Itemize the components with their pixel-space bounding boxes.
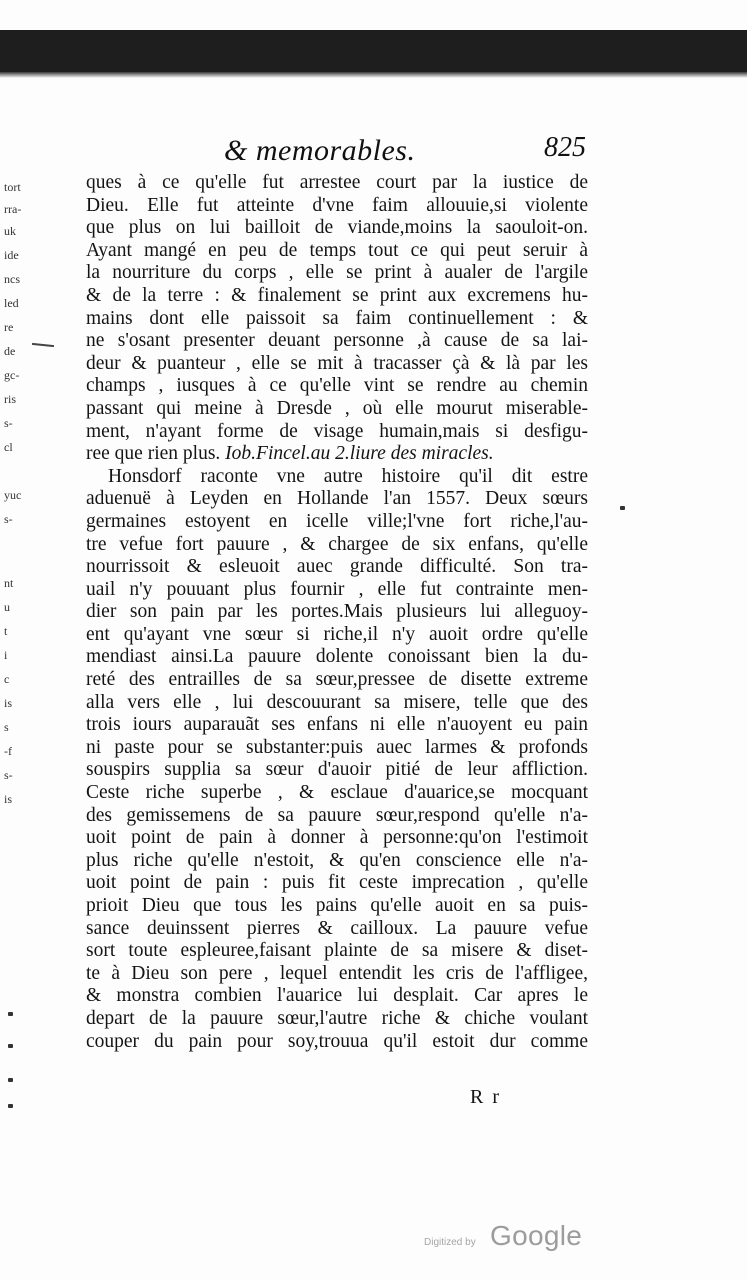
margin-note: s- — [4, 416, 13, 430]
text-line: la nourriture du corps , elle se print à aualer de l'argile — [86, 262, 588, 284]
margin-speck — [8, 1104, 13, 1108]
text-line-with-citation — [86, 443, 588, 466]
watermark-logo: Google — [490, 1220, 583, 1251]
text-line: sort toute espleuree,faisant plainte de sa misere & diset- — [86, 940, 588, 962]
margin-note: de — [4, 344, 16, 358]
scan-edge-shadow — [0, 30, 747, 74]
margin-note: yuc — [4, 488, 22, 502]
margin-note: t — [4, 624, 8, 638]
text-line: que plus on lui bailloit de viande,moins la saouloit-on. — [86, 217, 588, 239]
margin-note: u — [4, 600, 10, 614]
text-line: ent qu'ayant vne sœur si riche,il n'y auoit ordre qu'elle — [86, 623, 588, 645]
text-line: passant qui meine à Dresde , où elle mourut miserable- — [86, 397, 588, 419]
signature-mark: R r — [470, 1086, 501, 1108]
text-line: prioit Dieu que tous les pains qu'elle auoit en sa puis- — [86, 895, 588, 916]
margin-note: re — [4, 320, 14, 334]
margin-note: c — [4, 672, 10, 686]
left-margin-bleed-through — [0, 178, 30, 1118]
page-number: 825 — [544, 132, 586, 163]
text-line: ment, n'ayant forme de visage humain,mais si desfigu- — [86, 420, 588, 442]
margin-note: s- — [4, 768, 13, 782]
text-line: & de la terre : & finalement se print aux excremens hu- — [86, 284, 588, 306]
text-line: uoit point de pain : puis fit ceste imprecation , qu'elle — [86, 872, 588, 894]
margin-speck — [620, 506, 625, 510]
text-line: & monstra combien l'auarice lui desplait. Car apres le — [86, 985, 588, 1007]
text-line: ne s'osant presenter deuant personne ,à cause de sa lai- — [86, 330, 588, 352]
text-line: couper du pain pour soy,trouua qu'il estoit dur comme — [86, 1030, 588, 1052]
margin-speck — [8, 1012, 13, 1016]
digitized-watermark — [410, 1220, 610, 1260]
text-line: plus riche qu'elle n'estoit, & qu'en conscience elle n'a- — [86, 849, 588, 871]
margin-note: ide — [4, 248, 19, 262]
text-line: uoit point de pain à donner à personne:qu'on l'estimoit — [86, 827, 588, 849]
margin-note: cl — [4, 440, 13, 454]
text-line: champs , iusques à ce qu'elle vint se rendre au chemin — [86, 375, 588, 397]
text-line: reté des entrailles de sa sœur,pressee de disette extreme — [86, 669, 588, 691]
text-line: deur & puanteur , elle se mit à tracasser çà & là par les — [86, 352, 588, 374]
text-line: tre vefue fort pauure , & chargee de six enfans, qu'elle — [86, 533, 588, 555]
text-line: nourrissoit & esleuoit auec grande difficulté. Son tra- — [86, 556, 588, 578]
citation: Iob.Fincel.au 2.liure des miracles. — [225, 443, 494, 465]
text-line: dier son pain par les portes.Mais plusieurs lui alleguoy- — [86, 601, 588, 623]
text-line: trois iours auparauãt ses enfans ni elle n'auoyent eu pain — [86, 714, 588, 736]
margin-note: ncs — [4, 272, 20, 286]
running-head: & memorables. — [224, 134, 416, 167]
text-line: alla vers elle , lui descouurant sa misere, telle que des — [86, 691, 588, 713]
margin-note: tort — [4, 180, 21, 194]
margin-note: -f — [4, 744, 12, 758]
margin-note: s- — [4, 512, 13, 526]
text-fragment: ree que rien plus. — [86, 443, 221, 465]
text-line: souspirs supplia sa sœur d'auoir pitié de leur affliction. — [86, 759, 588, 781]
margin-note: rra- — [4, 202, 22, 216]
margin-note: gc- — [4, 368, 20, 382]
text-line: Honsdorf raconte vne autre histoire qu'il dit estre — [108, 465, 588, 487]
body-text — [86, 172, 588, 1053]
margin-note: is — [4, 792, 13, 806]
text-line: Ceste riche superbe , & esclaue d'auarice,se mocquant — [86, 782, 588, 804]
margin-note: ris — [4, 392, 16, 406]
text-line: sance deuinssent pierres & cailloux. La pauure vefue — [86, 917, 588, 939]
margin-note: led — [4, 296, 19, 310]
margin-speck — [8, 1078, 13, 1082]
text-line: ques à ce qu'elle fut arrestee court par la iustice de — [86, 172, 588, 193]
text-line: Ayant mangé en peu de temps tout ce qui peut seruir à — [86, 239, 588, 261]
margin-note: uk — [4, 224, 16, 238]
margin-note: nt — [4, 576, 14, 590]
text-line: germaines estoyent en icelle ville;l'vne fort riche,l'au- — [86, 510, 588, 532]
margin-note: is — [4, 696, 13, 710]
watermark-prefix: Digitized by — [424, 1237, 476, 1248]
text-line: des gemissemens de sa pauure sœur,respond qu'elle n'a- — [86, 804, 588, 826]
text-line: aduenuë à Leyden en Hollande l'an 1557. Deux sœurs — [86, 488, 588, 510]
margin-mark — [32, 343, 54, 347]
text-line: Dieu. Elle fut atteinte d'vne faim allouuie,si violente — [86, 194, 588, 216]
margin-note: s — [4, 720, 9, 734]
text-line: ni paste pour se substanter:puis auec larmes & profonds — [86, 736, 588, 758]
text-line: uail n'y pouuant plus fournir , elle fut contrainte men- — [86, 578, 588, 600]
margin-speck — [8, 1044, 13, 1048]
margin-note: i — [4, 648, 8, 662]
text-line: mains dont elle paissoit sa faim continuellement : & — [86, 307, 588, 329]
page-header — [100, 134, 590, 170]
text-line: te à Dieu son pere , lequel entendit les cris de l'affligee, — [86, 962, 588, 984]
text-line: depart de la pauure sœur,l'autre riche & chiche voulant — [86, 1007, 588, 1029]
scan-edge-fringe — [0, 72, 747, 78]
text-line: mendiast ainsi.La pauure dolente conoissant bien la du- — [86, 646, 588, 668]
